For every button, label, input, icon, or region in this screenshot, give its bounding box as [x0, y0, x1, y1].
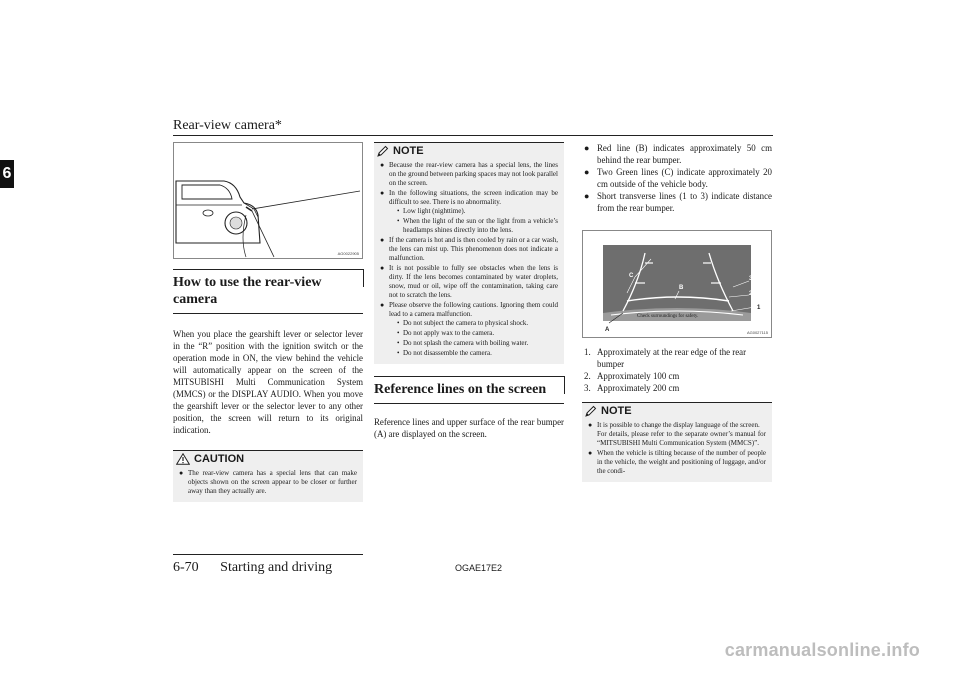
note-list [374, 159, 564, 358]
dot-icon: • [397, 207, 400, 215]
list-item [380, 264, 558, 300]
vehicle-camera-illustration [174, 143, 362, 258]
document-code: OGAE17E2 [455, 563, 503, 573]
note-text: Because the rear-view camera has a special lens, the lines on the ground between parking spaces may not look parallel on the screen. [389, 161, 558, 187]
column-right [582, 142, 772, 482]
bullet-icon: ● [380, 161, 385, 169]
list-item [179, 469, 357, 496]
pencil-note-icon [585, 405, 597, 417]
list-item [582, 190, 772, 214]
list-item [582, 382, 772, 394]
sub-list [389, 319, 558, 358]
chapter-tab: 6 [0, 160, 14, 188]
list-item [588, 449, 766, 476]
list-item [588, 421, 766, 448]
bullet-icon: ● [179, 469, 184, 477]
caution-box [173, 450, 363, 502]
sub-text: Do not apply wax to the camera. [403, 329, 495, 337]
bullet-icon: ● [588, 449, 593, 457]
section-heading [173, 269, 363, 314]
label-b: B [679, 285, 684, 291]
list-text: Two Green lines (C) indicate approximately 20 cm outside of the vehicle body. [597, 167, 772, 189]
pencil-note-icon [377, 145, 389, 157]
list-item [380, 301, 558, 358]
sub-list-item [397, 217, 558, 235]
figure-code: AG0022905 [337, 251, 359, 256]
label-2: 2 [749, 291, 753, 297]
list-text: Approximately 100 cm [597, 371, 680, 381]
dot-icon: • [397, 319, 400, 327]
sub-list-item [397, 349, 558, 358]
sub-text: Do not disassemble the camera. [403, 349, 492, 357]
footer-section: Starting and driving [220, 560, 333, 575]
camera-screen-illustration [583, 231, 771, 337]
list-item [582, 142, 772, 166]
caution-list [173, 467, 363, 496]
section-heading-text: Reference lines on the screen [374, 382, 547, 397]
sub-list [389, 207, 558, 235]
label-a: A [605, 327, 610, 333]
sub-list-item [397, 207, 558, 216]
column-middle [374, 142, 564, 440]
note-list [582, 419, 772, 476]
bullet-icon: ● [584, 167, 590, 177]
bullet-icon: ● [380, 236, 385, 244]
note-text: Please observe the following cautions. Ignoring them could lead to a camera malfunction. [389, 301, 558, 318]
note-box [582, 402, 772, 482]
list-text: Approximately 200 cm [597, 383, 680, 393]
sub-text: When the light of the sun or the light from a vehicle’s headlamps shines directly into the lens. [403, 217, 558, 234]
header-rule [173, 135, 773, 136]
watermark: carmanualsonline.info [724, 640, 920, 660]
note-header [374, 143, 564, 159]
warning-triangle-icon [176, 453, 190, 465]
section-heading [374, 376, 564, 404]
list-item [582, 370, 772, 382]
note-text: It is possible to change the display language of the screen. For details, please refer to the separate owner’s manual for “MITSUBISHI Multi Communication System (MMCS)”. [597, 421, 766, 447]
list-text: Approximately at the rear edge of the rear bumper [597, 347, 747, 369]
section-body: Reference lines and upper surface of the rear bumper (A) are displayed on the screen. [374, 417, 564, 439]
note-text: If the camera is hot and is then cooled by rain or a car wash, the lens can mist up. This phenomenon does not indicate a malfunction. [389, 236, 558, 262]
sub-list-item [397, 329, 558, 338]
reference-line-list [582, 142, 772, 214]
caution-title: CAUTION [194, 453, 245, 465]
figure-code: AG0027115 [746, 330, 768, 335]
sub-text: Do not splash the camera with boiling water. [403, 339, 529, 347]
rear-camera-figure [173, 142, 363, 259]
sub-list-item [397, 339, 558, 348]
sub-text: Do not subject the camera to physical shock. [403, 319, 529, 327]
page-number: 6-70 [173, 560, 199, 575]
section-body: When you place the gearshift lever or selector lever in the “R” position with the ignition switch or the operation mode in ON, the view behind the vehicle will automatically appear on the screen of the MITSUBISHI Multi Communication System (MMCS) or the DISPLAY AUDIO. When you move the gearshift lever or the selector lever to any other position, the screen will return to its original indication. [173, 329, 363, 435]
dot-icon: • [397, 217, 400, 225]
dot-icon: • [397, 329, 400, 337]
list-item [380, 236, 558, 263]
list-item [380, 161, 558, 188]
bullet-icon: ● [584, 191, 590, 201]
note-text: It is not possible to fully see obstacles when the lens is dirty. If the lens becomes contaminated by water droplets, snow, mud or oil, wipe off the contamination, taking care not to scratch the lens. [389, 264, 558, 299]
note-header [582, 403, 772, 419]
reference-lines-figure [582, 230, 772, 338]
bullet-icon: ● [380, 301, 385, 309]
sub-text: Low light (nighttime). [403, 207, 466, 215]
column-left [173, 142, 363, 502]
list-item [380, 189, 558, 235]
footer-page-info [173, 560, 332, 576]
list-text: Short transverse lines (1 to 3) indicate distance from the rear bumper. [597, 191, 772, 213]
note-title: NOTE [601, 405, 632, 417]
bullet-icon: ● [380, 264, 385, 272]
dot-icon: • [397, 349, 400, 357]
bullet-icon: ● [584, 143, 590, 153]
list-item [582, 166, 772, 190]
bullet-icon: ● [380, 189, 385, 197]
caution-header [173, 451, 363, 467]
screen-message: Check surroundings for safety. [637, 314, 699, 319]
section-heading-text: How to use the rear-view camera [173, 275, 322, 307]
list-number: 2. [584, 371, 591, 381]
footer-rule [173, 554, 363, 555]
label-1: 1 [757, 305, 761, 311]
list-number: 3. [584, 383, 591, 393]
list-item [582, 346, 772, 370]
note-text: In the following situations, the screen indication may be difficult to see. There is no abnormality. [389, 189, 558, 206]
dot-icon: • [397, 339, 400, 347]
page-header-title: Rear-view camera* [173, 118, 282, 133]
list-text: Red line (B) indicates approximately 50 cm behind the rear bumper. [597, 143, 772, 165]
list-number: 1. [584, 347, 591, 357]
label-c: C [629, 273, 634, 279]
sub-list-item [397, 319, 558, 328]
label-3: 3 [749, 276, 753, 282]
caution-text: The rear-view camera has a special lens that can make objects shown on the screen appear to be closer or further away than they actually are. [188, 469, 357, 495]
distance-list [582, 346, 772, 394]
note-text: When the vehicle is tilting because of the number of people in the vehicle, the weight and positioning of luggage, and/or the condi- [597, 449, 766, 475]
note-title: NOTE [393, 145, 424, 157]
bullet-icon: ● [588, 421, 593, 429]
note-box [374, 142, 564, 364]
